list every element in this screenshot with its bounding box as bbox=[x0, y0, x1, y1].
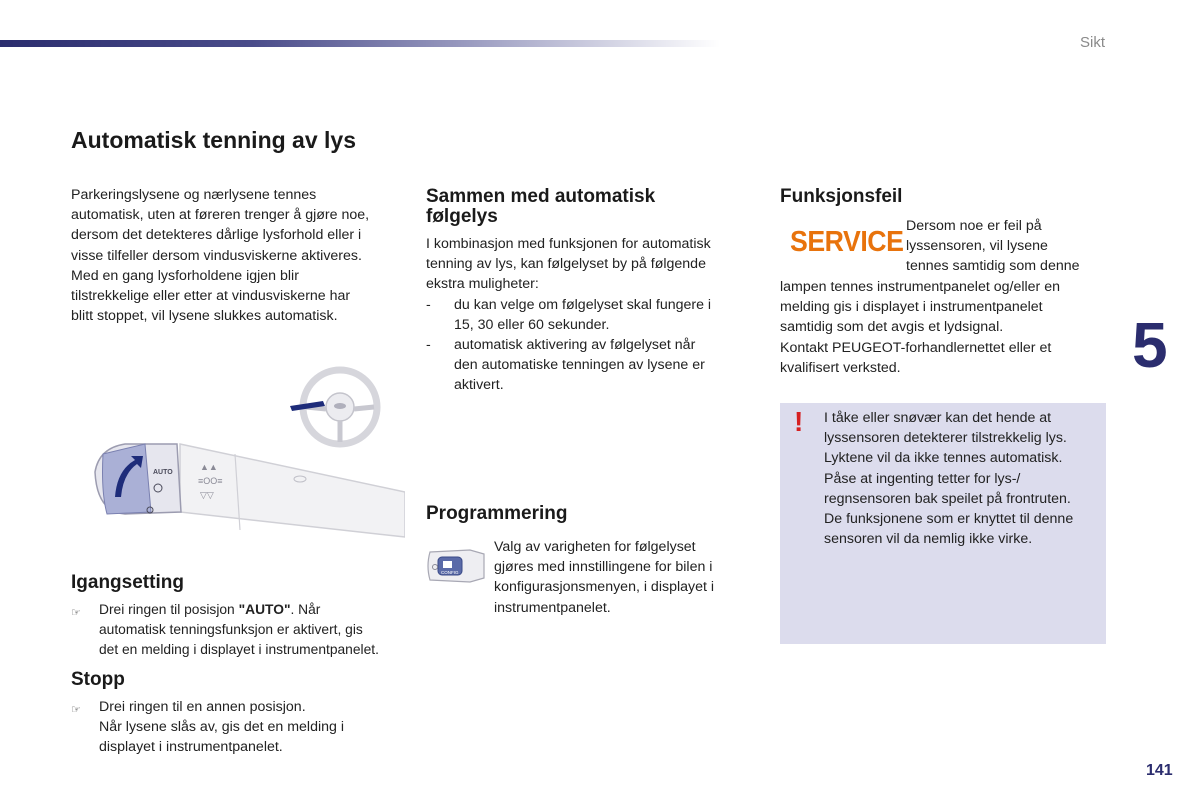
stop-heading: Stopp bbox=[71, 669, 125, 690]
service-warning-lamp: SERVICE bbox=[790, 226, 904, 258]
fault-body-wrapped: Dersom noe er feil på lyssensoren, vil lysene tennes samtidig som denne bbox=[906, 218, 1080, 275]
programming-body: Valg av varigheten for følgelyset gjøres med innstillingene for bilen i konfigurasjonsmenyen, i displayet i instrumentpanelet. bbox=[494, 539, 715, 616]
page-number: 141 bbox=[1146, 762, 1173, 779]
config-button-icon bbox=[424, 548, 488, 584]
pointer-icon: ☞ bbox=[71, 607, 81, 619]
follow-me-options-list bbox=[426, 295, 746, 396]
chapter-number: 5 bbox=[1132, 309, 1168, 381]
header-gradient-bar bbox=[0, 40, 720, 47]
intro-paragraph: Parkeringslysene og nærlysene tennes automatisk, uten at føreren trenger å gjøre noe, dersom det detekteres dårlige lysforhold eller i visse tilfeller dersom vindusviskerne aktiveres. Med en gang lysforholdene igjen blir tilstrekkelige eller etter at vindusviskerne har blitt stoppet, vil lysene slukkes automatisk. bbox=[71, 187, 370, 325]
svg-text:≡OO≡: ≡OO≡ bbox=[198, 476, 223, 486]
follow-me-heading: Sammen med automatisk følgelys bbox=[426, 186, 656, 227]
stop-instruction: ☞ Drei ringen til en annen posisjon. Når lysene slås av, gis det en melding i displayet i instrumentpanelet. bbox=[71, 699, 344, 756]
follow-me-body: I kombinasjon med funksjonen for automatisk tenning av lys, kan følgelyset by på følgende ekstra muligheter: - du kan velge om følgelyset skal fungere i 15, 30 eller 60 sekunder. - automatisk aktivering av følgelyset når den automatiske tenningen av lysene er aktivert. bbox=[426, 234, 746, 396]
list-item: - du kan velge om følgelyset skal fungere i 15, 30 eller 60 sekunder. bbox=[426, 296, 712, 333]
warning-exclamation-icon: ! bbox=[794, 406, 804, 437]
programming-heading: Programmering bbox=[426, 503, 568, 524]
pointer-icon: ☞ bbox=[71, 704, 81, 716]
start-instruction: ☞ Drei ringen til posisjon "AUTO". Når automatisk tenningsfunksjon er aktivert, gis det en melding i displayet i instrumentpanelet. bbox=[71, 602, 379, 658]
svg-text:▽▽: ▽▽ bbox=[200, 490, 214, 500]
start-heading: Igangsetting bbox=[71, 572, 184, 593]
light-stalk-illustration bbox=[85, 362, 405, 552]
section-label: Sikt bbox=[1079, 34, 1105, 51]
page-title: Automatisk tenning av lys bbox=[71, 127, 357, 153]
list-item: - automatisk aktivering av følgelyset når den automatiske tenningen av lysene er aktivert. bbox=[426, 337, 705, 394]
auto-light-ring bbox=[95, 444, 181, 514]
svg-text:CONFIG: CONFIG bbox=[441, 570, 459, 575]
svg-text:▲▲: ▲▲ bbox=[200, 462, 218, 472]
fault-body: lampen tennes instrumentpanelet og/eller en melding gis i displayet i instrumentpanelet samtidig som det avgis et lydsignal. Kontakt PEUGEOT-forhandlernettet eller et kvalifisert verksted. bbox=[780, 279, 1060, 376]
warning-note-text: I tåke eller snøvær kan det hende at lyssensoren detekterer tilstrekkelig lys. Lyktene vil da ikke tennes automatisk. Påse at ingenting tetter for lys-/ regnsensoren bak speilet på frontruten. De funksjonene som er knyttet til denne sensoren vil da nemlig ikke virke. bbox=[824, 410, 1074, 548]
svg-text:AUTO: AUTO bbox=[153, 469, 173, 476]
fault-heading: Funksjonsfeil bbox=[780, 186, 903, 207]
stalk-body bbox=[180, 444, 405, 537]
